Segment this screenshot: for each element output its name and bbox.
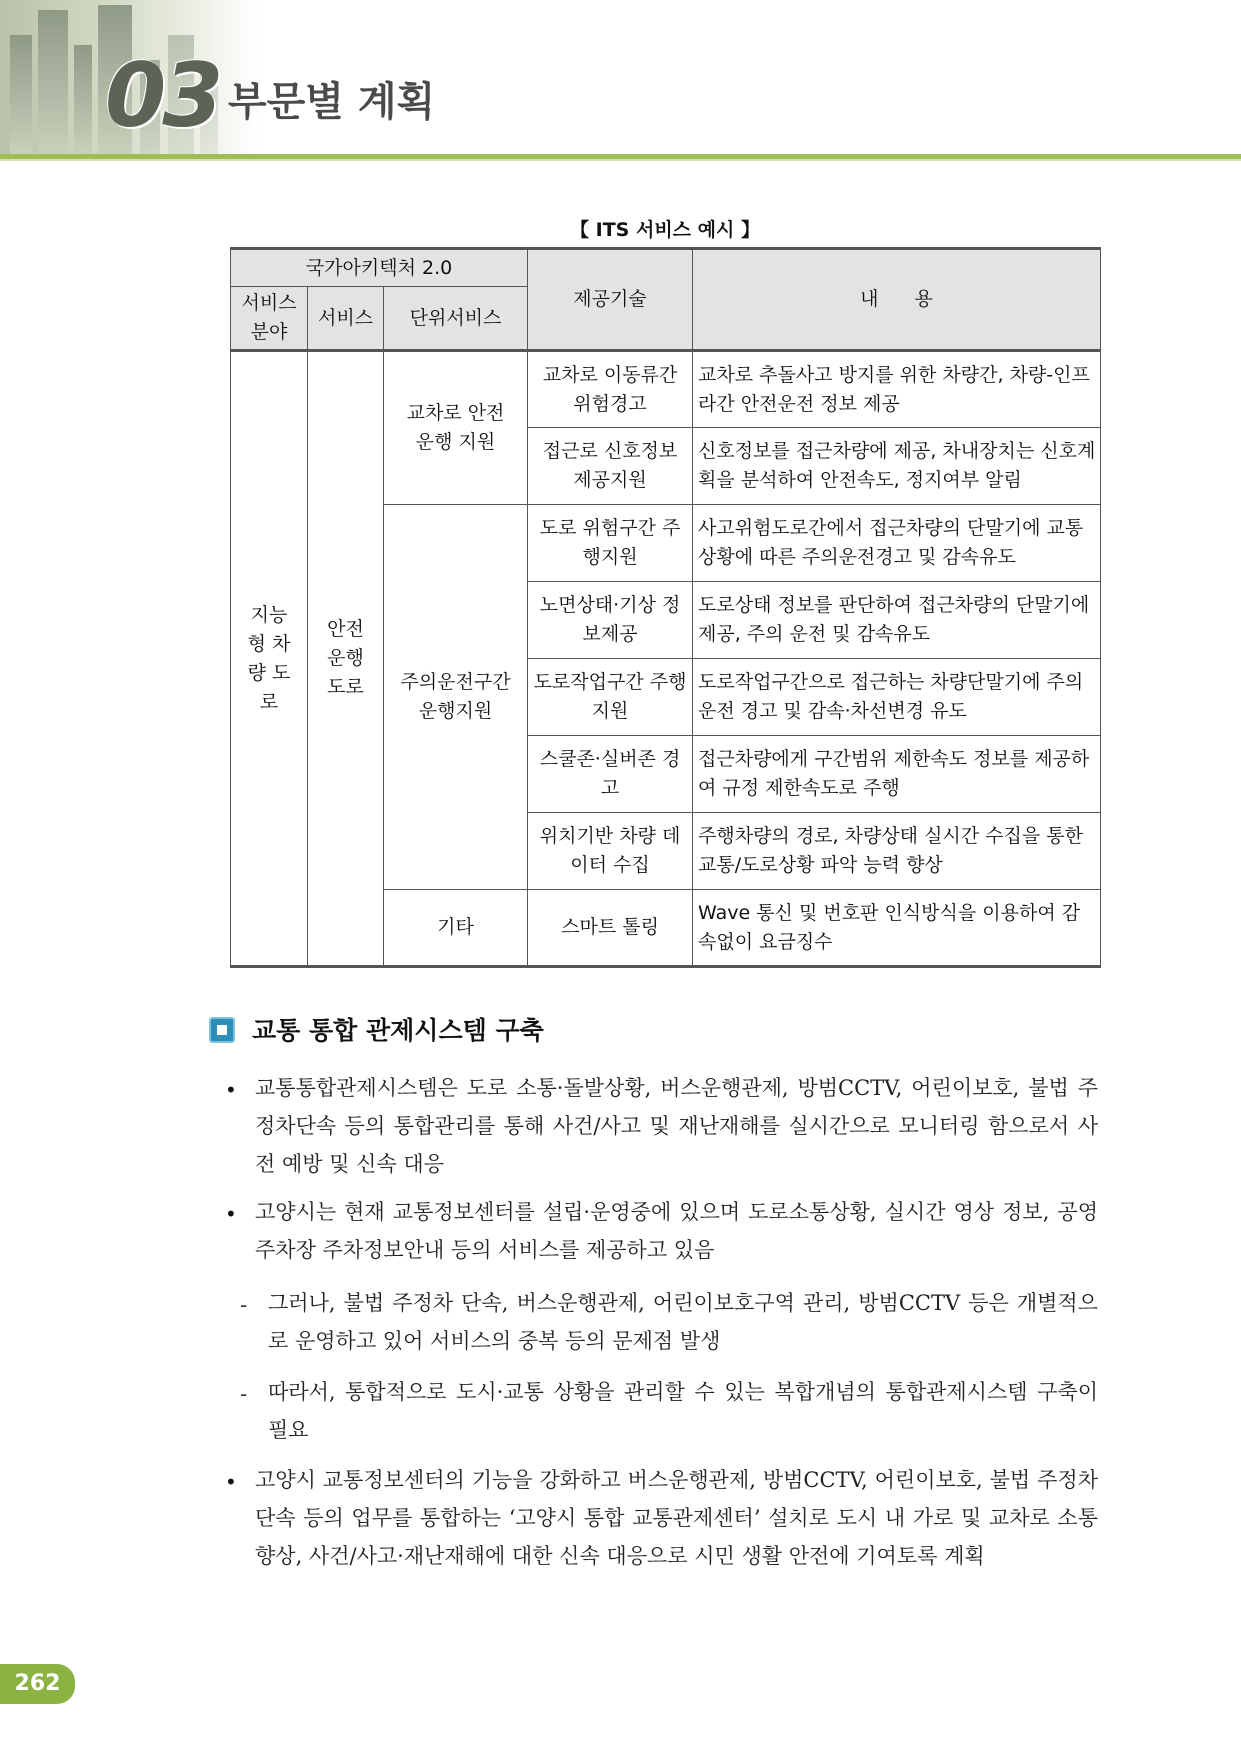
cell-content: 신호정보를 접근차량에 제공, 차내장치는 신호계획을 분석하여 안전속도, 정지여부 알림 [693,428,1101,505]
paragraph-sub-1: 그러나, 불법 주정차 단속, 버스운행관제, 어린이보호구역 관리, 방범CCTV 등은 개별적으로 운영하고 있어 서비스의 중복 등의 문제점 발생 [268,1291,1098,1353]
chapter-title: 부문별 계획 [228,79,436,125]
header-content: 내 용 [693,249,1101,351]
cell-technology: 노면상태·기상 정보제공 [528,582,693,659]
paragraph-bullet-3: 고양시 교통정보센터의 기능을 강화하고 버스운행관제, 방범CCTV, 어린이보호, 불법 주정차단속 등의 업무를 통합하는 ‘고양시 통합 교통관제센터’ 설치로 도시 내 가로 및 교차로 소통 향상, 사건/사고·재난재해에 대한 신속 대응으로 시민 생활 안전에 기여토록 계획 [255,1468,1098,1568]
cell-content: 주행차량의 경로, 차량상태 실시간 수집을 통한 교통/도로상황 파악 능력 향상 [693,813,1101,890]
cell-content: 교차로 추돌사고 방지를 위한 차량간, 차량-인프라간 안전운전 정보 제공 [693,351,1101,428]
cell-service: 안전 운행 도로 [308,351,384,967]
cell-technology: 도로작업구간 주행지원 [528,659,693,736]
cell-technology: 위치기반 차량 데이터 수집 [528,813,693,890]
paragraph-bullet-2: 고양시는 현재 교통정보센터를 설립·운영중에 있으며 도로소통상황, 실시간 영상 정보, 공영주차장 주차정보안내 등의 서비스를 제공하고 있음 [255,1200,1098,1262]
header-rule-light [0,159,1241,161]
header-service: 서비스 [308,287,384,351]
paragraph-bullet-1: 교통통합관제시스템은 도로 소통·돌발상황, 버스운행관제, 방범CCTV, 어린이보호, 불법 주정차단속 등의 통합관리를 통해 사건/사고 및 재난재해를 실시간으로 모니터링 함으로서 사전 예방 및 신속 대응 [255,1076,1098,1176]
bullet-icon: • [225,1470,237,1494]
cell-unit-service: 교차로 안전운행 지원 [384,351,528,505]
section-square-icon [209,1017,235,1043]
paragraph-sub-2: 따라서, 통합적으로 도시·교통 상황을 관리할 수 있는 복합개념의 통합관제시스템 구축이 필요 [268,1380,1098,1442]
cell-technology: 교차로 이동류간 위험경고 [528,351,693,428]
cell-technology: 스쿨존·실버존 경고 [528,736,693,813]
table-caption: 【 ITS 서비스 예시 】 [570,219,760,241]
cell-technology: 도로 위험구간 주행지원 [528,505,693,582]
cell-service-area: 지능형 차량 도로 [231,351,308,967]
header-unit-service: 단위서비스 [384,287,528,351]
bullet-icon: • [225,1202,237,1226]
chapter-header [0,0,1241,165]
chapter-number: 03 [105,44,220,147]
cell-unit-service: 기타 [384,890,528,967]
header-service-area: 서비스 분야 [231,287,308,351]
section-heading: 교통 통합 관제시스템 구축 [252,1016,544,1045]
cell-technology: 접근로 신호정보 제공지원 [528,428,693,505]
dash-icon: - [240,1382,248,1406]
cell-content: 도로상태 정보를 판단하여 접근차량의 단말기에 제공, 주의 운전 및 감속유도 [693,582,1101,659]
bullet-icon: • [225,1078,237,1102]
cell-content: 도로작업구간으로 접근하는 차량단말기에 주의운전 경고 및 감속·차선변경 유도 [693,659,1101,736]
header-technology: 제공기술 [528,249,693,351]
cell-content: Wave 통신 및 번호판 인식방식을 이용하여 감속없이 요금징수 [693,890,1101,967]
header-architecture: 국가아키텍처 2.0 [231,249,528,287]
page-number-badge: 262 [0,1664,75,1704]
table-row [231,351,1101,428]
cell-technology: 스마트 톨링 [528,890,693,967]
cell-unit-service: 주의운전구간 운행지원 [384,505,528,890]
cell-content: 접근차량에게 구간범위 제한속도 정보를 제공하여 규정 제한속도로 주행 [693,736,1101,813]
cell-content: 사고위험도로간에서 접근차량의 단말기에 교통상황에 따른 주의운전경고 및 감속유도 [693,505,1101,582]
its-service-table [230,247,1101,968]
dash-icon: - [240,1293,248,1317]
